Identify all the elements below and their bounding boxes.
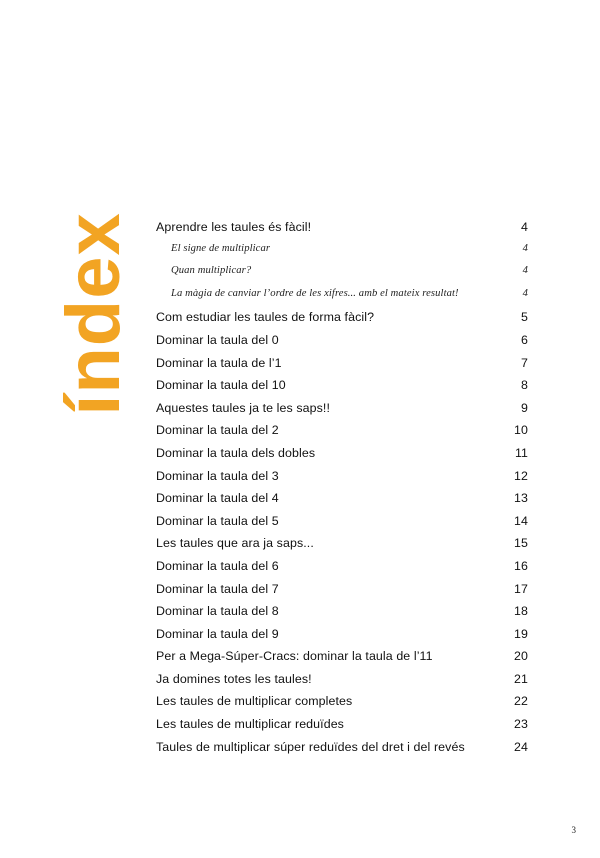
toc-entry-title: Aquestes taules ja te les saps!! xyxy=(156,400,331,415)
toc-entry-page: 24 xyxy=(514,739,528,754)
toc-entry-title: Dominar la taula del 6 xyxy=(156,558,279,573)
toc-entry xyxy=(156,582,528,605)
toc-entry xyxy=(156,672,528,695)
toc-entry-page: 16 xyxy=(514,558,528,573)
toc-entry-title: Ja domines totes les taules! xyxy=(156,671,312,686)
toc-entry-title: Dominar la taula del 9 xyxy=(156,626,279,641)
toc-entry-title: Dominar la taula del 2 xyxy=(156,423,279,438)
toc-entry xyxy=(156,469,528,492)
toc-entry-title: Taules de multiplicar súper reduïdes del dret i del revés xyxy=(156,739,465,754)
toc-entry-title: El signe de multiplicar xyxy=(171,242,271,254)
page-number: 3 xyxy=(571,825,576,835)
toc-entry-page: 5 xyxy=(521,310,528,325)
index-title xyxy=(51,212,136,416)
toc-entry-title: Dominar la taula del 8 xyxy=(156,604,279,619)
toc-entry-title: Dominar la taula de l’1 xyxy=(156,355,282,370)
toc-entry-page: 19 xyxy=(514,626,528,641)
toc-entry-title: Dominar la taula del 5 xyxy=(156,513,279,528)
toc-entry-page: 20 xyxy=(514,649,528,664)
toc-entry xyxy=(156,514,528,537)
toc-entry xyxy=(156,356,528,379)
toc-entry-page: 14 xyxy=(514,513,528,528)
toc-entry xyxy=(156,333,528,356)
toc-entry xyxy=(156,740,528,763)
toc-entry xyxy=(156,694,528,717)
toc-entry-page: 13 xyxy=(514,491,528,506)
toc-entry-page: 10 xyxy=(514,423,528,438)
toc-entry-page: 4 xyxy=(521,220,528,234)
toc-entry-title: Dominar la taula del 10 xyxy=(156,378,286,393)
table-of-contents xyxy=(156,220,528,762)
toc-entry-page: 17 xyxy=(514,581,528,596)
toc-entry-page: 12 xyxy=(514,468,528,483)
toc-entry xyxy=(156,491,528,514)
toc-entry-page: 4 xyxy=(522,242,528,254)
toc-entry xyxy=(156,220,528,243)
toc-subentry xyxy=(156,288,528,311)
toc-entry-title: Dominar la taula del 7 xyxy=(156,581,279,596)
toc-entry-page: 4 xyxy=(522,287,528,299)
toc-entry-page: 6 xyxy=(521,332,528,347)
toc-entry xyxy=(156,423,528,446)
toc-entry xyxy=(156,559,528,582)
toc-entry xyxy=(156,536,528,559)
toc-entry-page: 9 xyxy=(521,400,528,415)
toc-entry-page: 23 xyxy=(514,717,528,732)
toc-entry xyxy=(156,446,528,469)
toc-entry xyxy=(156,604,528,627)
toc-entry xyxy=(156,401,528,424)
toc-entry-page: 8 xyxy=(521,378,528,393)
toc-entry xyxy=(156,649,528,672)
toc-entry-title: Les taules de multiplicar reduïdes xyxy=(156,717,344,732)
toc-entry-page: 21 xyxy=(514,671,528,686)
toc-entry-title: Per a Mega-Súper-Cracs: dominar la taula de l’11 xyxy=(156,649,433,664)
toc-entry-page: 7 xyxy=(521,355,528,370)
toc-entry-title: Les taules de multiplicar completes xyxy=(156,694,353,709)
toc-entry-page: 18 xyxy=(514,604,528,619)
toc-entry-title: Aprendre les taules és fàcil! xyxy=(156,220,312,234)
toc-entry-title: Dominar la taula del 4 xyxy=(156,491,279,506)
toc-entry xyxy=(156,310,528,333)
toc-entry-title: Dominar la taula del 3 xyxy=(156,468,279,483)
toc-entry xyxy=(156,627,528,650)
toc-entry-title: Quan multiplicar? xyxy=(171,265,252,277)
toc-entry xyxy=(156,717,528,740)
toc-entry-page: 15 xyxy=(514,536,528,551)
toc-subentry xyxy=(156,265,528,288)
toc-subentry xyxy=(156,243,528,266)
toc-entry-title: Dominar la taula del 0 xyxy=(156,332,279,347)
toc-entry-page: 22 xyxy=(514,694,528,709)
toc-entry-page: 4 xyxy=(522,265,528,277)
toc-entry-title: La màgia de canviar l’ordre de les xifres... amb el mateix resultat! xyxy=(171,287,459,299)
toc-entry-title: Com estudiar les taules de forma fàcil? xyxy=(156,310,375,325)
toc-entry-title: Dominar la taula dels dobles xyxy=(156,445,316,460)
toc-entry-page: 11 xyxy=(514,445,528,460)
toc-entry-title: Les taules que ara ja saps... xyxy=(156,536,314,551)
toc-entry xyxy=(156,378,528,401)
index-title-text: índex xyxy=(51,212,136,416)
